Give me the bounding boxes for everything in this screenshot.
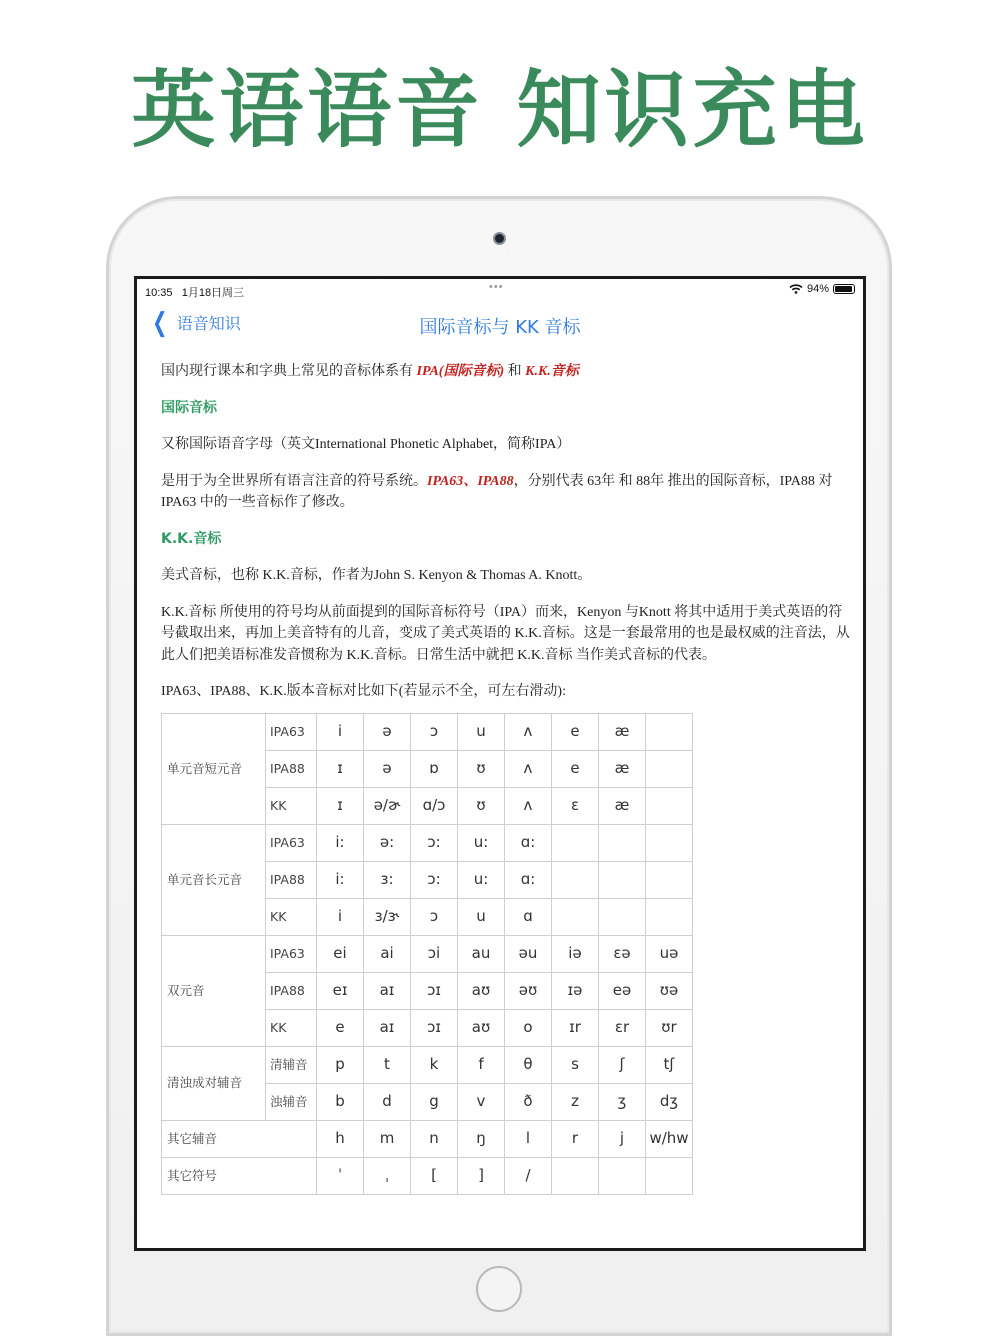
symbol-cell: ai: [364, 935, 411, 972]
symbol-cell: e: [317, 1009, 364, 1046]
symbol-cell: o: [505, 1009, 552, 1046]
row-label: IPA88: [266, 750, 317, 787]
group-label: 单元音长元音: [162, 824, 266, 935]
symbol-cell: ʒ: [599, 1083, 646, 1120]
symbol-cell: θ: [505, 1046, 552, 1083]
symbol-cell: ʌ: [505, 750, 552, 787]
symbol-cell: ə:: [364, 824, 411, 861]
table-row: [162, 824, 693, 861]
row-label: IPA88: [266, 861, 317, 898]
symbol-cell: [599, 861, 646, 898]
symbol-cell: ə: [364, 750, 411, 787]
battery-percent: 94%: [806, 283, 829, 295]
symbol-cell: f: [458, 1046, 505, 1083]
symbol-cell: s: [552, 1046, 599, 1083]
symbol-cell: l: [505, 1120, 552, 1157]
symbol-cell: [646, 750, 693, 787]
separator: 、: [463, 473, 478, 489]
symbol-cell: ʌ: [505, 787, 552, 824]
symbol-cell: iə: [552, 935, 599, 972]
symbol-cell: n: [411, 1120, 458, 1157]
table-row: [162, 935, 693, 972]
phonetic-comparison-table[interactable]: [161, 713, 693, 1195]
symbol-cell: t: [364, 1046, 411, 1083]
symbol-cell: i: [317, 898, 364, 935]
symbol-cell: g: [411, 1083, 458, 1120]
navigation-bar: [137, 307, 863, 343]
symbol-cell: ɛə: [599, 935, 646, 972]
symbol-cell: ɜ/ɝ: [364, 898, 411, 935]
ipa88-emphasis: IPA88: [477, 473, 514, 489]
group-label: 其它辅音: [162, 1120, 317, 1157]
and-text: 和: [504, 364, 526, 379]
symbol-cell: [646, 898, 693, 935]
ipa-emphasis: IPA(国际音标): [416, 364, 505, 379]
ipa-usage-suffix: ，分别代表 63年 和 88年 推出的国际音标，IPA88 对 IPA63 中的一些音标作了修改。: [161, 473, 833, 510]
symbol-cell: h: [317, 1120, 364, 1157]
symbol-cell: ɪr: [552, 1009, 599, 1046]
symbol-cell: əu: [505, 935, 552, 972]
symbol-cell: aɪ: [364, 1009, 411, 1046]
symbol-cell: [646, 824, 693, 861]
symbol-cell: ɑ: [505, 898, 552, 935]
symbol-cell: ɪə: [552, 972, 599, 1009]
row-label: 浊辅音: [266, 1083, 317, 1120]
symbol-cell: [552, 1157, 599, 1194]
symbol-cell: ɔ:: [411, 824, 458, 861]
row-label: KK: [266, 1009, 317, 1046]
symbol-cell: ɔɪ: [411, 1009, 458, 1046]
symbol-cell: b: [317, 1083, 364, 1120]
symbol-cell: ə: [364, 713, 411, 750]
symbol-cell: u:: [458, 824, 505, 861]
row-label: KK: [266, 898, 317, 935]
symbol-cell: r: [552, 1120, 599, 1157]
symbol-cell: əʊ: [505, 972, 552, 1009]
group-label: 其它符号: [162, 1157, 317, 1194]
symbol-cell: au: [458, 935, 505, 972]
article-content: [161, 361, 851, 1195]
symbol-cell: eə: [599, 972, 646, 1009]
symbol-cell: e: [552, 713, 599, 750]
symbol-cell: æ: [599, 787, 646, 824]
camera-icon: [493, 232, 506, 245]
symbol-cell: ʌ: [505, 713, 552, 750]
multitask-dots-icon[interactable]: •••: [489, 281, 504, 293]
symbol-cell: ]: [458, 1157, 505, 1194]
symbol-cell: [: [411, 1157, 458, 1194]
symbol-cell: ɔɪ: [411, 972, 458, 1009]
section-heading-kk: K.K.音标: [161, 530, 222, 547]
symbol-cell: ʃ: [599, 1046, 646, 1083]
symbol-cell: æ: [599, 713, 646, 750]
symbol-cell: ɔ:: [411, 861, 458, 898]
row-label: IPA63: [266, 713, 317, 750]
intro-paragraph: [161, 361, 851, 383]
symbol-cell: ˌ: [364, 1157, 411, 1194]
symbol-cell: ə/ɚ: [364, 787, 411, 824]
battery-icon: [833, 284, 855, 294]
symbol-cell: ʊ: [458, 750, 505, 787]
symbol-cell: [552, 861, 599, 898]
symbol-cell: ˈ: [317, 1157, 364, 1194]
symbol-cell: [599, 898, 646, 935]
group-label: 双元音: [162, 935, 266, 1046]
table-row: [162, 1120, 693, 1157]
row-label: IPA63: [266, 824, 317, 861]
symbol-cell: u:: [458, 861, 505, 898]
row-label: IPA63: [266, 935, 317, 972]
comparison-caption: IPA63、IPA88、K.K.版本音标对比如下(若显示不全，可左右滑动):: [161, 684, 566, 699]
symbol-cell: ŋ: [458, 1120, 505, 1157]
home-button[interactable]: [476, 1266, 522, 1312]
symbol-cell: i:: [317, 861, 364, 898]
symbol-cell: ɑ/ɔ: [411, 787, 458, 824]
page-title: 国际音标与 KK 音标: [419, 317, 581, 338]
symbol-cell: ʊ: [458, 787, 505, 824]
symbol-cell: aʊ: [458, 972, 505, 1009]
group-label: 清浊成对辅音: [162, 1046, 266, 1120]
symbol-cell: ɔ: [411, 898, 458, 935]
ipa63-emphasis: IPA63: [427, 473, 464, 489]
symbol-cell: v: [458, 1083, 505, 1120]
symbol-cell: eɪ: [317, 972, 364, 1009]
symbol-cell: u: [458, 898, 505, 935]
kk-long-paragraph: K.K.音标 所使用的符号均从前面提到的国际音标符号（IPA）而来，Kenyon 与Knott 将其中适用于美式英语的符号截取出来，再加上美音特有的儿音，变成了美式英语的 K.K.音标。这是一套最常用的也是最权威的注音法，从此人们把美语标准发音惯称为 K.K.音标。日常生活中就把 K.K.音标 当作美式音标的代表。: [161, 604, 850, 663]
section-heading-ipa: 国际音标: [161, 399, 217, 416]
symbol-cell: aɪ: [364, 972, 411, 1009]
symbol-cell: d: [364, 1083, 411, 1120]
ipa-description: 又称国际语音字母（英文International Phonetic Alphabet，简称IPA）: [161, 437, 571, 452]
symbol-cell: ɔ: [411, 713, 458, 750]
row-label: 清辅音: [266, 1046, 317, 1083]
symbol-cell: p: [317, 1046, 364, 1083]
status-date: 1月18日周三: [181, 287, 245, 299]
symbol-cell: tʃ: [646, 1046, 693, 1083]
symbol-cell: ɜ:: [364, 861, 411, 898]
symbol-cell: i:: [317, 824, 364, 861]
symbol-cell: z: [552, 1083, 599, 1120]
symbol-cell: ɔi: [411, 935, 458, 972]
symbol-cell: j: [599, 1120, 646, 1157]
status-right: [789, 283, 855, 295]
status-bar: [137, 279, 863, 301]
symbol-cell: dʒ: [646, 1083, 693, 1120]
symbol-cell: e: [552, 750, 599, 787]
group-label: 单元音短元音: [162, 713, 266, 824]
symbol-cell: i: [317, 713, 364, 750]
symbol-cell: [552, 824, 599, 861]
kk-emphasis: K.K.音标: [525, 364, 579, 379]
symbol-cell: ɒ: [411, 750, 458, 787]
table-row: [162, 1157, 693, 1194]
ipa-usage-text: 是用于为全世界所有语言注音的符号系统。: [161, 473, 427, 489]
symbol-cell: ɑ:: [505, 824, 552, 861]
row-label: KK: [266, 787, 317, 824]
battery-fill: [835, 286, 852, 292]
promo-headline: 英语语音 知识充电: [131, 61, 869, 159]
symbol-cell: [646, 713, 693, 750]
symbol-cell: u: [458, 713, 505, 750]
symbol-cell: [599, 824, 646, 861]
table-row: [162, 713, 693, 750]
intro-text: 国内现行课本和字典上常见的音标体系有: [161, 364, 417, 379]
symbol-cell: k: [411, 1046, 458, 1083]
symbol-cell: ɑ:: [505, 861, 552, 898]
back-label: 语音知识: [176, 314, 241, 333]
symbol-cell: aʊ: [458, 1009, 505, 1046]
table-row: [162, 1046, 693, 1083]
kk-description: 美式音标，也称 K.K.音标，作者为John S. Kenyon & Thomas A. Knott。: [161, 568, 592, 583]
device-screen: [134, 276, 866, 1251]
symbol-cell: [646, 1157, 693, 1194]
symbol-cell: ei: [317, 935, 364, 972]
wifi-icon: [789, 284, 803, 294]
symbol-cell: ʊr: [646, 1009, 693, 1046]
symbol-cell: ɛ: [552, 787, 599, 824]
symbol-cell: uə: [646, 935, 693, 972]
symbol-cell: ɛr: [599, 1009, 646, 1046]
symbol-cell: ɪ: [317, 787, 364, 824]
symbol-cell: ð: [505, 1083, 552, 1120]
status-clock: 10:35: [145, 287, 173, 299]
ipa-usage-paragraph: [161, 471, 851, 514]
symbol-cell: [646, 787, 693, 824]
symbol-cell: æ: [599, 750, 646, 787]
symbol-cell: [599, 1157, 646, 1194]
symbol-cell: w/hw: [646, 1120, 693, 1157]
chevron-left-icon: ❮: [152, 307, 168, 338]
symbol-cell: ɪ: [317, 750, 364, 787]
symbol-cell: m: [364, 1120, 411, 1157]
status-time: [145, 284, 244, 300]
symbol-cell: ʊə: [646, 972, 693, 1009]
symbol-cell: [552, 898, 599, 935]
symbol-cell: [646, 861, 693, 898]
row-label: IPA88: [266, 972, 317, 1009]
symbol-cell: /: [505, 1157, 552, 1194]
